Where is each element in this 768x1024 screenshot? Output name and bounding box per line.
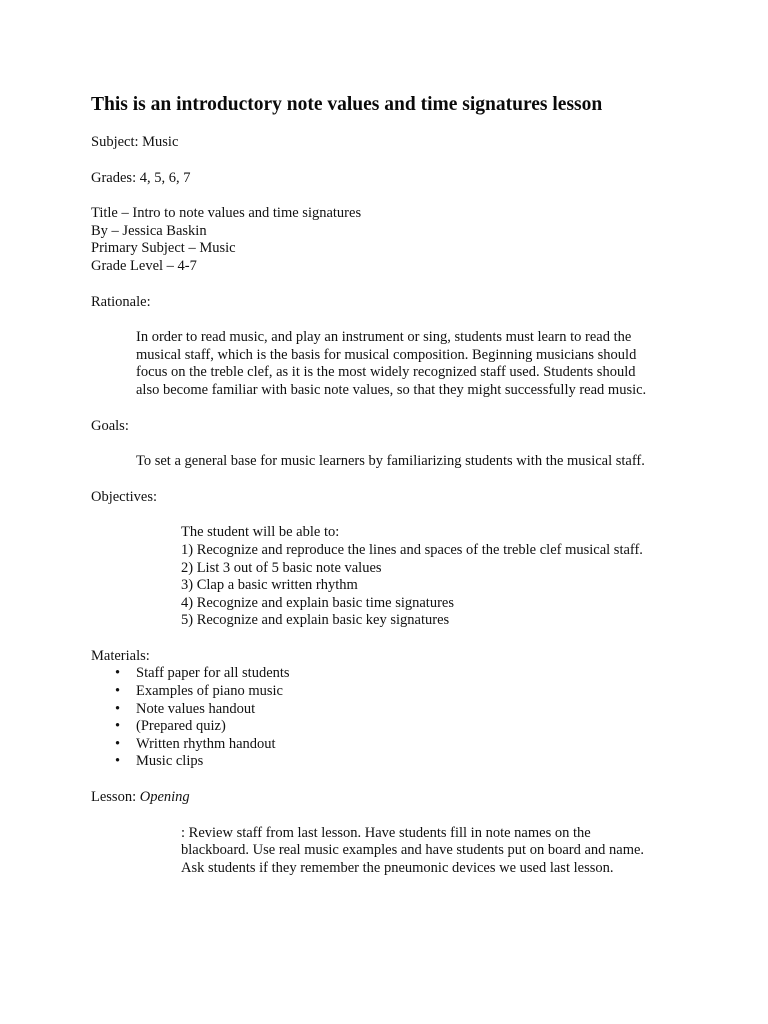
page-title: This is an introductory note values and time signatures lesson [91,94,603,115]
subject-line: Subject: Music [91,134,179,150]
list-item [91,736,731,754]
list-item [91,753,731,771]
bullet-icon: • [115,718,121,735]
rationale-line: focus on the treble clef, as it is the most widely recognized staff used. Students should [136,364,636,381]
material-label: Music clips [136,753,204,770]
grade-level-line: Grade Level – 4-7 [91,257,197,274]
lesson-label: Lesson: [91,789,140,806]
document-page [91,93,731,877]
bullet-icon: • [115,735,121,752]
material-label: Written rhythm handout [136,735,276,752]
list-item [91,701,731,719]
rationale-line: also become familiar with basic note values, so that they might successfully read music. [136,381,647,398]
bullet-icon: • [115,753,121,770]
objective-item: 3) Clap a basic written rhythm [181,577,358,594]
lesson-heading [91,789,731,807]
material-label: (Prepared quiz) [136,718,226,735]
objective-item: 2) List 3 out of 5 basic note values [181,559,382,576]
lesson-line: Ask students if they remember the pneumonic devices we used last lesson. [181,859,614,876]
title-line: Title – Intro to note values and time signatures [91,205,362,222]
goals-heading: Goals: [91,417,129,434]
rationale-line: In order to read music, and play an instrument or sing, students must learn to read the [136,329,632,346]
grades-line: Grades: 4, 5, 6, 7 [91,169,191,186]
objective-item: 4) Recognize and explain basic time signatures [181,594,454,611]
lesson-info-block [91,205,731,275]
goals-text: To set a general base for music learners by familiarizing students with the musical staff. [136,453,645,470]
objective-item: 5) Recognize and explain basic key signatures [181,612,450,629]
lesson-line: : Review staff from last lesson. Have students fill in note names on the [181,824,591,841]
objectives-intro: The student will be able to: [181,524,340,541]
list-item [91,665,731,683]
rationale-line: musical staff, which is the basis for musical composition. Beginning musicians should [136,346,637,363]
rationale-heading: Rationale: [91,293,151,310]
objectives-heading: Objectives: [91,488,158,505]
rationale-paragraph [91,329,731,399]
objectives-list [91,524,731,630]
list-item [91,718,731,736]
lesson-section-name: Opening [139,789,190,806]
material-label: Note values handout [136,700,256,717]
lesson-line: blackboard. Use real music examples and have students put on board and name. [181,842,645,859]
materials-heading: Materials: [91,647,150,664]
bullet-icon: • [115,665,121,682]
materials-list [91,665,731,771]
material-label: Examples of piano music [136,683,283,700]
bullet-icon: • [115,700,121,717]
list-item [91,683,731,701]
objective-item: 1) Recognize and reproduce the lines and spaces of the treble clef musical staff. [181,541,643,558]
material-label: Staff paper for all students [136,665,290,682]
author-line: By – Jessica Baskin [91,222,207,239]
bullet-icon: • [115,683,121,700]
primary-subject-line: Primary Subject – Music [91,240,236,257]
lesson-opening-paragraph [91,825,731,878]
